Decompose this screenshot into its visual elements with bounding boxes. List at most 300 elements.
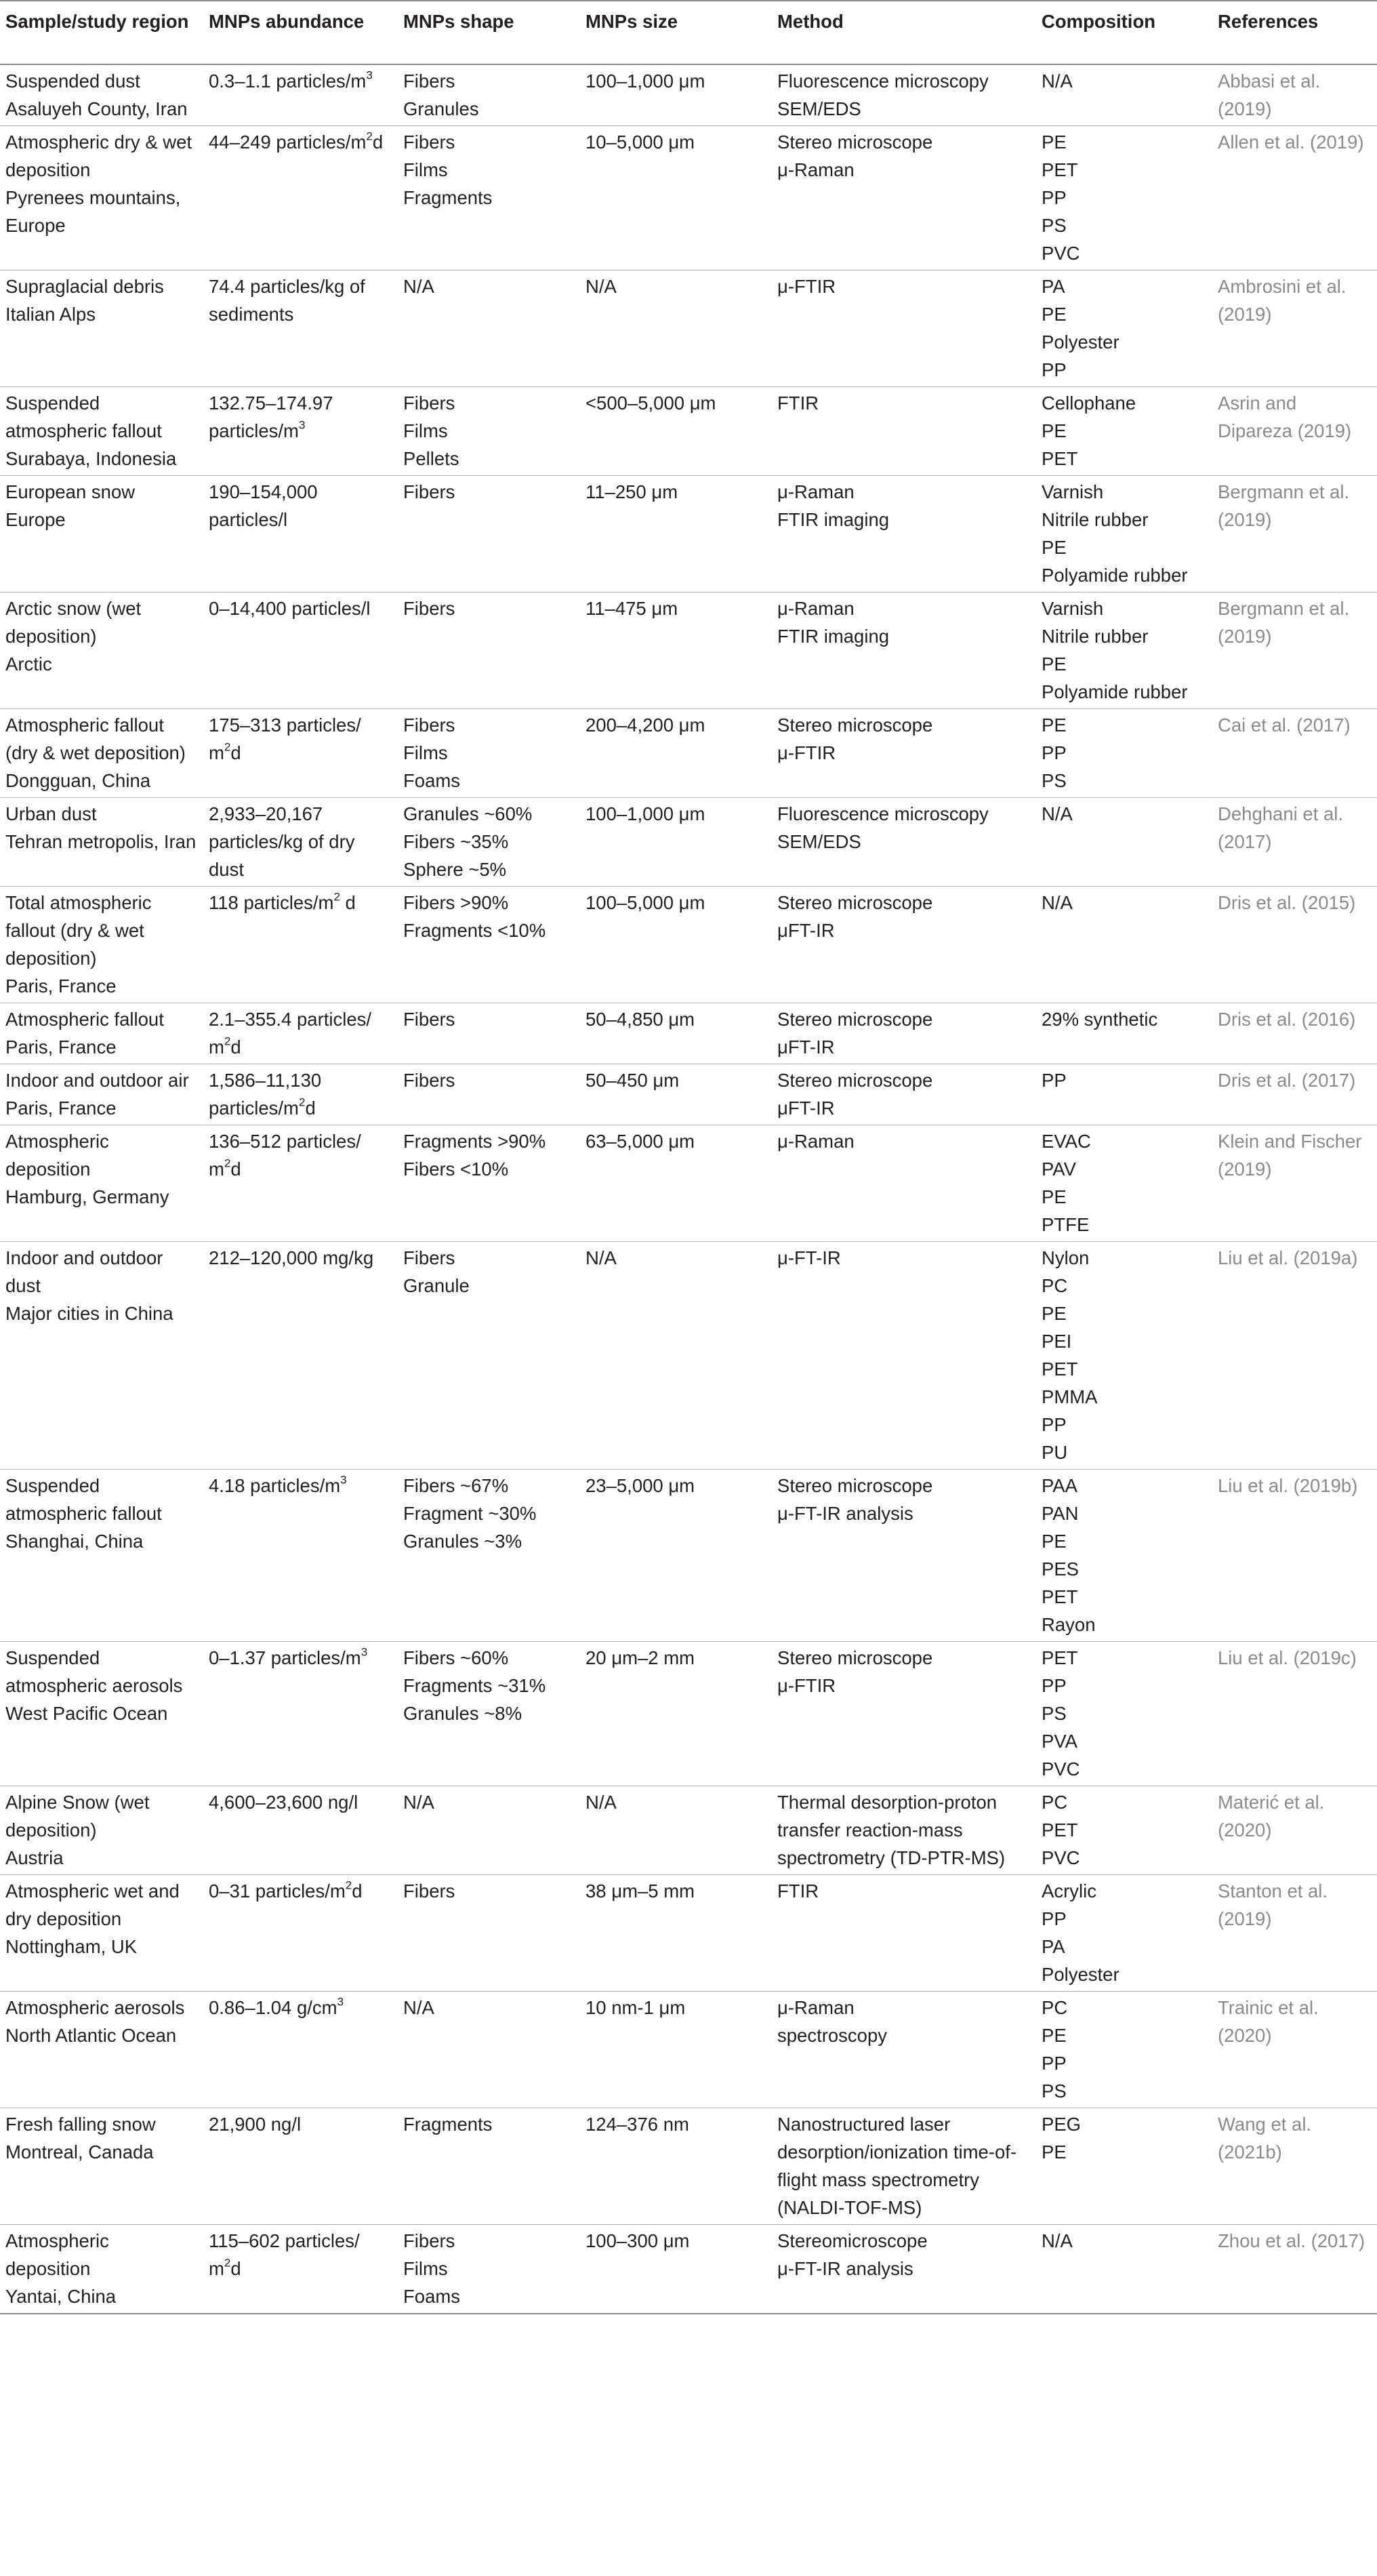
cell-shape (398, 1786, 580, 1875)
region-text: Atmospheric fallout (dry & wet deposition) (5, 715, 186, 763)
table-row (0, 270, 1377, 387)
shape-text: Sphere ~5% (403, 859, 507, 880)
region-text: Surabaya, Indonesia (5, 448, 177, 469)
composition-text: PVA (1042, 1731, 1077, 1752)
composition-text: EVAC (1042, 1131, 1091, 1152)
composition-text: PET (1042, 1586, 1078, 1607)
cell-references (1212, 592, 1377, 709)
references-text: Zhou et al. (2017) (1218, 2230, 1365, 2251)
shape-text: Pellets (403, 448, 459, 469)
method-text: Stereo microscope (777, 132, 933, 153)
cell-size (580, 709, 772, 798)
table-row (0, 798, 1377, 887)
abundance-text: 115–602 particles/ $m^2d$ (209, 2230, 360, 2279)
composition-text: PET (1042, 159, 1078, 180)
region-text: Alpine Snow (wet deposition) (5, 1792, 150, 1840)
size-text: 63–5,000 μm (585, 1131, 695, 1152)
references-text: Dris et al. (2016) (1218, 1009, 1356, 1030)
abundance-text: 0.3–1.1 particles/$m^3$ (209, 68, 373, 92)
composition-text: PE (1042, 1531, 1067, 1552)
cell-composition (1036, 1003, 1212, 1064)
cell-abundance (203, 1125, 398, 1242)
method-text: μ-FT-IR analysis (777, 1503, 913, 1524)
composition-text: PES (1042, 1558, 1080, 1579)
size-text: 50–450 μm (585, 1070, 680, 1091)
shape-text: Fibers (403, 481, 455, 502)
region-text: Total atmospheric fallout (dry & wet deposition) (5, 892, 152, 969)
method-text: Thermal desorption-proton transfer reaction-mass spectrometry (TD-PTR-MS) (777, 1792, 1006, 1868)
composition-text: PE (1042, 653, 1067, 675)
cell-composition (1036, 2225, 1212, 2314)
shape-text: Fibers ~67% (403, 1475, 509, 1496)
method-text: Stereo microscope (777, 892, 933, 913)
cell-references (1212, 798, 1377, 887)
cell-composition (1036, 476, 1212, 592)
cell-size (580, 387, 772, 476)
cell-shape (398, 270, 580, 387)
size-text: 100–300 μm (585, 2230, 690, 2251)
abundance-text: 0.86–1.04 $g/cm^3$ (209, 1995, 344, 2018)
table-row (0, 1003, 1377, 1064)
shape-text: Granule (403, 1275, 470, 1296)
region-text: Arctic (5, 653, 52, 675)
method-text: μFT-IR (777, 920, 835, 941)
region-text: Arctic snow (wet deposition) (5, 598, 142, 647)
size-text: N/A (585, 1247, 617, 1268)
cell-region (0, 709, 203, 798)
cell-method (772, 1786, 1036, 1875)
cell-references (1212, 1003, 1377, 1064)
references-text: Bergmann et al. (2019) (1218, 481, 1350, 530)
shape-text: Fibers (403, 715, 455, 736)
composition-text: PS (1042, 215, 1067, 236)
size-text: 100–1,000 μm (585, 803, 705, 824)
method-text: Stereo microscope (777, 715, 933, 736)
shape-text: Fibers <10% (403, 1159, 509, 1180)
composition-text: Polyester (1042, 331, 1119, 353)
composition-text: PMMA (1042, 1386, 1098, 1407)
cell-composition (1036, 1242, 1212, 1470)
references-text: Asrin and Dipareza (2019) (1218, 393, 1352, 441)
cell-region (0, 270, 203, 387)
method-text: Fluorescence microscopy (777, 803, 989, 824)
composition-text: PVC (1042, 243, 1080, 264)
composition-text: PC (1042, 1997, 1068, 2018)
cell-composition (1036, 1786, 1212, 1875)
region-text: North Atlantic Ocean (5, 2025, 177, 2046)
cell-shape (398, 798, 580, 887)
cell-references (1212, 476, 1377, 592)
composition-text: Polyester (1042, 1964, 1119, 1985)
cell-shape (398, 1992, 580, 2108)
shape-text: Films (403, 420, 448, 441)
shape-text: Films (403, 742, 448, 763)
composition-text: 29% synthetic (1042, 1009, 1158, 1030)
composition-text: PS (1042, 2080, 1067, 2101)
cell-size (580, 1242, 772, 1470)
table-row (0, 476, 1377, 592)
composition-text: PE (1042, 2025, 1067, 2046)
abundance-text: 4.18 particles/$m^3$ (209, 1473, 347, 1496)
shape-text: Fibers (403, 2230, 455, 2251)
method-text: Stereo microscope (777, 1070, 933, 1091)
cell-abundance (203, 1242, 398, 1470)
cell-size (580, 1992, 772, 2108)
cell-abundance (203, 1470, 398, 1642)
method-text: μ-FT-IR (777, 1247, 841, 1268)
region-text: Yantai, China (5, 2286, 117, 2307)
composition-text: Polyamide rubber (1042, 681, 1188, 702)
table-row (0, 709, 1377, 798)
cell-abundance (203, 1875, 398, 1992)
cell-method (772, 887, 1036, 1003)
cell-abundance (203, 126, 398, 270)
shape-text: Fragments <10% (403, 920, 546, 941)
cell-size (580, 1125, 772, 1242)
cell-size (580, 476, 772, 592)
header-shape: MNPs shape (398, 1, 580, 64)
region-text: West Pacific Ocean (5, 1703, 168, 1724)
cell-shape (398, 476, 580, 592)
method-text: Stereomicroscope (777, 2230, 928, 2251)
cell-composition (1036, 126, 1212, 270)
size-text: 20 μm–2 mm (585, 1647, 695, 1668)
composition-text: Varnish (1042, 598, 1104, 619)
abundance-text: 0–1.37 particles/$m^3$ (209, 1645, 368, 1668)
cell-size (580, 798, 772, 887)
method-text: μFT-IR (777, 1098, 835, 1119)
region-text: Hamburg, Germany (5, 1186, 169, 1207)
cell-size (580, 1064, 772, 1125)
references-text: Ambrosini et al. (2019) (1218, 276, 1347, 325)
composition-text: Cellophane (1042, 393, 1136, 414)
cell-composition (1036, 798, 1212, 887)
abundance-text: 1,586–11,130 particles/$m^2d$ (209, 1070, 322, 1119)
method-text: Stereo microscope (777, 1009, 933, 1030)
cell-method (772, 270, 1036, 387)
cell-method (772, 798, 1036, 887)
cell-region (0, 1992, 203, 2108)
region-text: Europe (5, 509, 66, 530)
cell-references (1212, 1125, 1377, 1242)
cell-shape (398, 1642, 580, 1786)
cell-composition (1036, 1992, 1212, 2108)
composition-text: N/A (1042, 803, 1073, 824)
shape-text: Fibers (403, 1070, 455, 1091)
cell-composition (1036, 1470, 1212, 1642)
table-row (0, 64, 1377, 126)
shape-text: N/A (403, 1792, 434, 1813)
cell-composition (1036, 2108, 1212, 2225)
shape-text: Foams (403, 2286, 461, 2307)
composition-text: PTFE (1042, 1214, 1090, 1235)
cell-abundance (203, 64, 398, 126)
composition-text: Nitrile rubber (1042, 626, 1149, 647)
method-text: μFT-IR (777, 1037, 835, 1058)
cell-composition (1036, 709, 1212, 798)
shape-text: Fragments (403, 187, 493, 208)
cell-references (1212, 387, 1377, 476)
cell-references (1212, 1642, 1377, 1786)
region-text: Atmospheric aerosols (5, 1997, 185, 2018)
references-text: Liu et al. (2019c) (1218, 1647, 1357, 1668)
cell-references (1212, 1064, 1377, 1125)
cell-region (0, 798, 203, 887)
shape-text: Fibers (403, 132, 455, 153)
composition-text: Rayon (1042, 1614, 1096, 1635)
region-text: Suspended dust Asaluyeh County, Iran (5, 71, 188, 119)
cell-method (772, 1125, 1036, 1242)
region-text: Austria (5, 1847, 64, 1868)
cell-size (580, 1003, 772, 1064)
shape-text: Fibers (403, 1880, 455, 1901)
method-text: μ-Raman (777, 1997, 855, 2018)
table-row (0, 126, 1377, 270)
composition-text: PS (1042, 1703, 1067, 1724)
region-text: Shanghai, China (5, 1531, 144, 1552)
composition-text: PP (1042, 1414, 1067, 1435)
cell-region (0, 1003, 203, 1064)
cell-shape (398, 709, 580, 798)
composition-text: Nitrile rubber (1042, 509, 1149, 530)
composition-text: PE (1042, 2141, 1067, 2162)
shape-text: Fibers (403, 393, 455, 414)
cell-size (580, 1786, 772, 1875)
cell-abundance (203, 592, 398, 709)
cell-method (772, 1470, 1036, 1642)
cell-abundance (203, 887, 398, 1003)
cell-region (0, 1642, 203, 1786)
size-text: 38 μm–5 mm (585, 1880, 695, 1901)
composition-text: PP (1042, 1908, 1067, 1929)
composition-text: PEG (1042, 2114, 1082, 2135)
cell-region (0, 1875, 203, 1992)
shape-text: Granules (403, 98, 479, 119)
references-text: Klein and Fischer (2019) (1218, 1131, 1362, 1180)
cell-composition (1036, 592, 1212, 709)
cell-composition (1036, 1642, 1212, 1786)
cell-size (580, 2225, 772, 2314)
cell-method (772, 476, 1036, 592)
cell-size (580, 64, 772, 126)
region-text: Suspended atmospheric aerosols (5, 1647, 183, 1696)
cell-abundance (203, 387, 398, 476)
table-row (0, 887, 1377, 1003)
region-text: Atmospheric dry & wet deposition (5, 132, 192, 180)
shape-text: Fragments (403, 2114, 493, 2135)
method-text: μ-FTIR (777, 742, 836, 763)
cell-references (1212, 64, 1377, 126)
composition-text: PA (1042, 1936, 1065, 1957)
cell-size (580, 126, 772, 270)
composition-text: PS (1042, 770, 1067, 791)
composition-text: PE (1042, 715, 1067, 736)
abundance-text: 44–249 particles/$m^2d$ (209, 129, 384, 153)
composition-text: PC (1042, 1792, 1068, 1813)
cell-abundance (203, 798, 398, 887)
composition-text: PE (1042, 1303, 1067, 1324)
cell-composition (1036, 1125, 1212, 1242)
cell-shape (398, 1242, 580, 1470)
region-text: Atmospheric wet and dry deposition (5, 1880, 180, 1929)
cell-region (0, 1786, 203, 1875)
region-text: Supraglacial debris (5, 276, 164, 297)
references-text: Trainic et al. (2020) (1218, 1997, 1319, 2046)
cell-shape (398, 1125, 580, 1242)
references-text: Dehghani et al. (2017) (1218, 803, 1343, 852)
composition-text: Polyamide rubber (1042, 565, 1188, 586)
size-text: N/A (585, 1792, 617, 1813)
shape-text: Fibers (403, 1009, 455, 1030)
table-row (0, 1470, 1377, 1642)
references-text: Bergmann et al. (2019) (1218, 598, 1350, 647)
cell-method (772, 1642, 1036, 1786)
cell-references (1212, 1875, 1377, 1992)
table-row (0, 1125, 1377, 1242)
composition-text: PP (1042, 359, 1067, 380)
cell-region (0, 887, 203, 1003)
references-text: Dris et al. (2015) (1218, 892, 1356, 913)
cell-shape (398, 1875, 580, 1992)
method-text: μ-Raman (777, 481, 855, 502)
region-text: Tehran metropolis, Iran (5, 831, 197, 852)
composition-text: PA (1042, 276, 1065, 297)
region-text: Paris, France (5, 1098, 117, 1119)
composition-text: PC (1042, 1275, 1068, 1296)
method-text: Nanostructured laser desorption/ionization time-of-flight mass spectrometry (NALDI-TOF-MS) (777, 2114, 1017, 2218)
references-text: Allen et al. (2019) (1218, 132, 1364, 153)
cell-size (580, 2108, 772, 2225)
cell-method (772, 387, 1036, 476)
abundance-text: 4,600–23,600 ng/l (209, 1792, 358, 1813)
shape-text: Fibers >90% (403, 892, 509, 913)
size-text: 23–5,000 μm (585, 1475, 695, 1496)
references-text: Liu et al. (2019b) (1218, 1475, 1358, 1496)
composition-text: PVC (1042, 1847, 1080, 1868)
shape-text: Foams (403, 770, 461, 791)
region-text: Fresh falling snow (5, 2114, 156, 2135)
composition-text: Nylon (1042, 1247, 1090, 1268)
method-text: FTIR (777, 1880, 819, 1901)
cell-abundance (203, 1003, 398, 1064)
cell-region (0, 476, 203, 592)
table-row (0, 1064, 1377, 1125)
cell-references (1212, 887, 1377, 1003)
shape-text: Fragments >90% (403, 1131, 546, 1152)
composition-text: PAA (1042, 1475, 1077, 1496)
method-text: μ-Raman (777, 159, 855, 180)
abundance-text: 2,933–20,167 particles/kg of dry dust (209, 803, 355, 880)
cell-method (772, 1064, 1036, 1125)
method-text: Stereo microscope (777, 1647, 933, 1668)
composition-text: PET (1042, 1359, 1078, 1380)
table-row (0, 1992, 1377, 2108)
cell-method (772, 592, 1036, 709)
header-region: Sample/study region (0, 1, 203, 64)
cell-composition (1036, 387, 1212, 476)
method-text: μ-FTIR (777, 276, 836, 297)
composition-text: Varnish (1042, 481, 1104, 502)
table-row (0, 387, 1377, 476)
cell-abundance (203, 2108, 398, 2225)
table-row (0, 592, 1377, 709)
cell-method (772, 1992, 1036, 2108)
cell-shape (398, 887, 580, 1003)
cell-abundance (203, 1642, 398, 1786)
shape-text: Fragments ~31% (403, 1675, 546, 1696)
references-text: Materić et al. (2020) (1218, 1792, 1325, 1840)
shape-text: Fibers (403, 598, 455, 619)
composition-text: N/A (1042, 892, 1073, 913)
cell-shape (398, 1064, 580, 1125)
composition-text: PAN (1042, 1503, 1079, 1524)
cell-method (772, 1875, 1036, 1992)
cell-size (580, 592, 772, 709)
shape-text: Films (403, 159, 448, 180)
cell-composition (1036, 270, 1212, 387)
abundance-text: 190–154,000 particles/l (209, 481, 318, 530)
references-text: Dris et al. (2017) (1218, 1070, 1356, 1091)
shape-text: Fibers (403, 1247, 455, 1268)
cell-references (1212, 2108, 1377, 2225)
size-text: <500–5,000 μm (585, 393, 716, 414)
cell-abundance (203, 1992, 398, 2108)
table-row (0, 1875, 1377, 1992)
cell-composition (1036, 1875, 1212, 1992)
abundance-text: 175–313 particles/ $m^2d$ (209, 715, 361, 763)
composition-text: PP (1042, 2053, 1067, 2074)
region-text: Paris, France (5, 975, 117, 997)
method-text: Stereo microscope (777, 1475, 933, 1496)
cell-references (1212, 1786, 1377, 1875)
cell-size (580, 270, 772, 387)
size-text: 100–5,000 μm (585, 892, 705, 913)
cell-method (772, 1242, 1036, 1470)
shape-text: Fibers (403, 71, 455, 92)
region-text: Suspended atmospheric fallout (5, 1475, 162, 1524)
abundance-text: 0–14,400 particles/l (209, 598, 371, 619)
method-text: μ-Raman (777, 598, 855, 619)
composition-text: N/A (1042, 71, 1073, 92)
shape-text: Fibers ~60% (403, 1647, 509, 1668)
cell-method (772, 709, 1036, 798)
composition-text: PP (1042, 187, 1067, 208)
cell-region (0, 387, 203, 476)
region-text: Pyrenees mountains, Europe (5, 187, 181, 236)
composition-text: PE (1042, 420, 1067, 441)
cell-region (0, 592, 203, 709)
method-text: SEM/EDS (777, 98, 861, 119)
size-text: 11–475 μm (585, 598, 678, 619)
method-text: FTIR (777, 393, 819, 414)
region-text: Atmospheric deposition (5, 1131, 109, 1180)
region-text: Dongguan, China (5, 770, 151, 791)
composition-text: PE (1042, 304, 1067, 325)
shape-text: Fragment ~30% (403, 1503, 537, 1524)
cell-abundance (203, 270, 398, 387)
references-text: Stanton et al. (2019) (1218, 1880, 1328, 1929)
abundance-text: 136–512 particles/ $m^2d$ (209, 1131, 361, 1180)
references-text: Abbasi et al. (2019) (1218, 71, 1321, 119)
composition-text: PE (1042, 537, 1067, 558)
table-row (0, 1642, 1377, 1786)
region-text: Atmospheric fallout (5, 1009, 164, 1030)
table-row (0, 2108, 1377, 2225)
cell-region (0, 1242, 203, 1470)
composition-text: PET (1042, 1647, 1078, 1668)
table-row (0, 1242, 1377, 1470)
header-abundance: MNPs abundance (203, 1, 398, 64)
